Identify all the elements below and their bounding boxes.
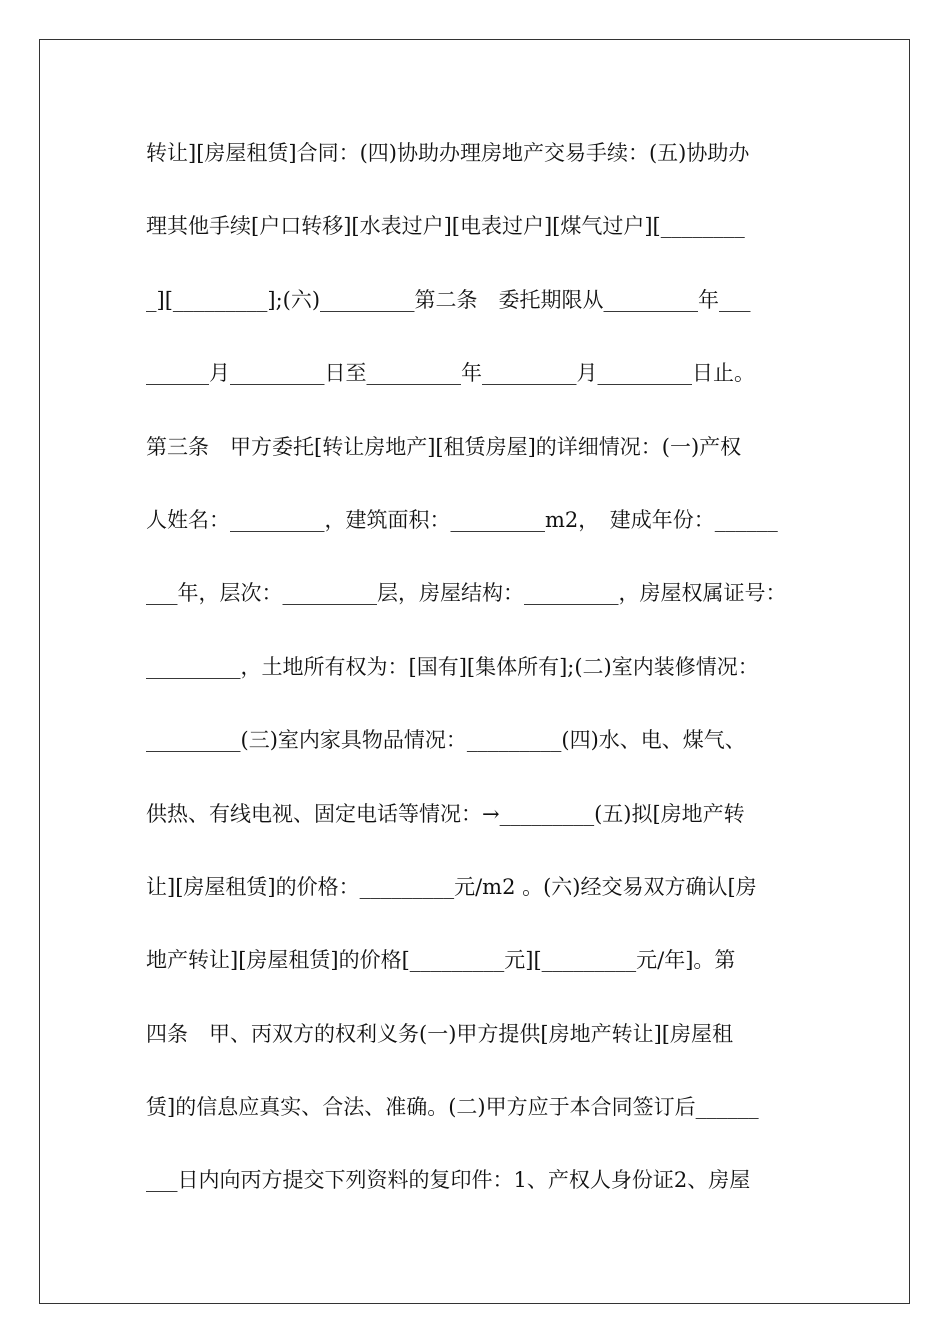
text-line: ___日内向丙方提交下列资料的复印件：1、产权人身份证2、房屋 (146, 1168, 751, 1193)
text-line: 赁]的信息应真实、合法、准确。(二)甲方应于本合同签订后______ (146, 1095, 759, 1120)
text-line: _________，土地所有权为：[国有][集体所有];(二)室内装修情况： (146, 654, 759, 679)
text-line: ______月_________日至_________年_________月_________日止。 (146, 361, 755, 386)
text-line: _][_________];(六)_________第二条 委托期限从_________年___ (146, 287, 751, 312)
text-line: 让][房屋租赁]的价格：_________元/m2 。(六)经交易双方确认[房 (146, 874, 757, 899)
text-line: 供热、有线电视、固定电话等情况：→_________(五)拟[房地产转 (146, 801, 745, 826)
text-line: 第三条 甲方委托[转让房地产][租赁房屋]的详细情况：(一)产权 (146, 434, 742, 459)
contract-text-body (146, 130, 806, 1231)
text-line: ___年，层次：_________层，房屋结构：_________，房屋权属证号： (146, 581, 787, 606)
text-line: 人姓名：_________，建筑面积：_________m2， 建成年份：______ (146, 507, 778, 532)
text-line: 理其他手续[户口转移][水表过户][电表过户][煤气过户][________ (146, 214, 745, 239)
text-line: 转让][房屋租赁]合同：(四)协助办理房地产交易手续：(五)协助办 (146, 141, 750, 165)
text-line: _________(三)室内家具物品情况：_________(四)水、电、煤气、 (146, 728, 746, 753)
text-line: 地产转让][房屋租赁]的价格[_________元][_________元/年]。第 (146, 948, 736, 973)
text-line: 四条 甲、丙双方的权利义务(一)甲方提供[房地产转让][房屋租 (146, 1021, 733, 1046)
